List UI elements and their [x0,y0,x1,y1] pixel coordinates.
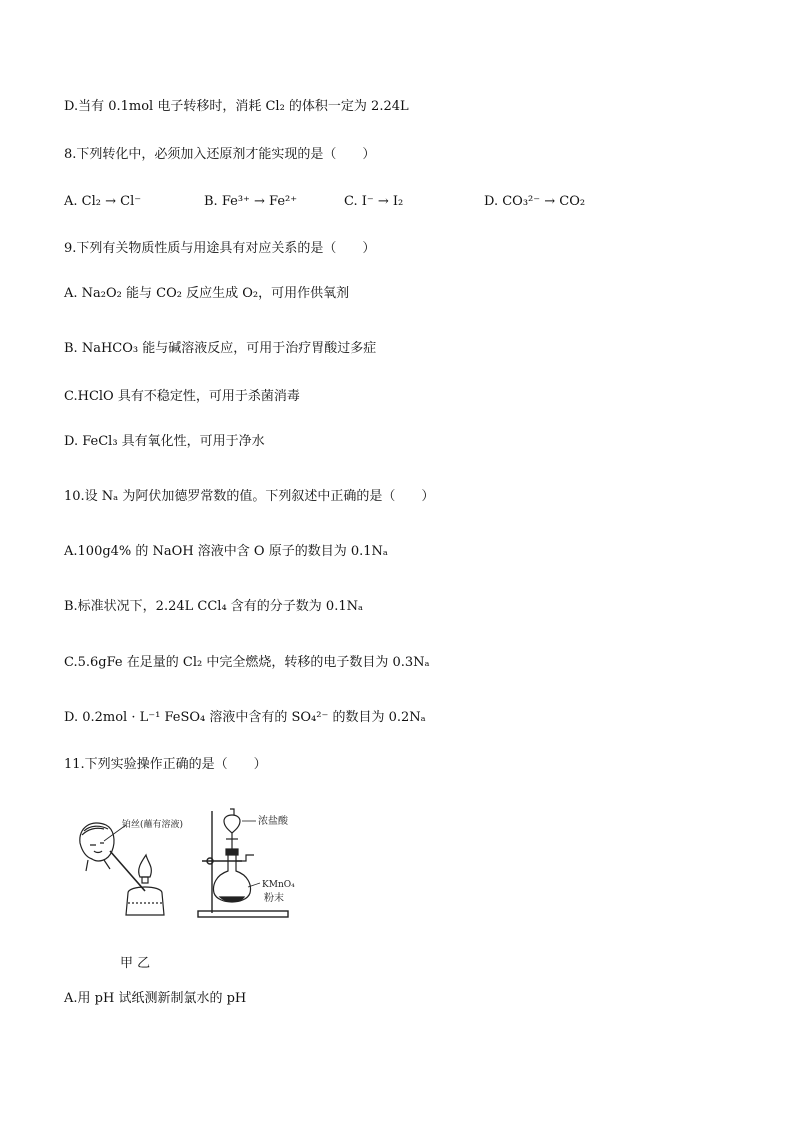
experiment-figure [70,805,310,920]
q10-option-c: C.5.6gFe 在足量的 Cl₂ 中完全燃烧，转移的电子数目为 0.3Nₐ [64,655,430,670]
q8-option-c: C. I⁻ → I₂ [344,194,404,209]
q10-option-d: D. 0.2mol · L⁻¹ FeSO₄ 溶液中含有的 SO₄²⁻ 的数目为 0.2Nₐ [64,710,426,725]
question-8: 8.下列转化中，必须加入还原剂才能实现的是（ ） [64,147,376,162]
person-illustration [80,823,114,871]
round-bottom-flask-icon [214,855,254,902]
q9-option-a: A. Na₂O₂ 能与 CO₂ 反应生成 O₂，可用作供氧剂 [64,286,350,301]
figure-caption: 甲 乙 [120,956,151,971]
q10-option-b: B.标准状况下，2.24L CCl₄ 含有的分子数为 0.1Nₐ [64,599,363,614]
label-platinum-wire: 铂丝(蘸有溶液) [122,820,184,830]
q8-option-d: D. CO₃²⁻ → CO₂ [484,194,586,209]
q11-option-a: A.用 pH 试纸测新制氯水的 pH [64,991,247,1006]
q8-option-b: B. Fe³⁺ → Fe²⁺ [204,194,298,209]
platinum-wire [110,851,145,891]
question-11: 11.下列实验操作正确的是（ ） [64,757,267,772]
dropping-funnel-icon [224,809,240,855]
label-kmno4: KMnO₄ [262,880,295,890]
q8-option-a: A. Cl₂ → Cl⁻ [64,194,142,209]
alcohol-lamp-icon [126,855,164,915]
question-10: 10.设 Nₐ 为阿伏加德罗常数的值。下列叙述中正确的是（ ） [64,489,435,504]
q9-option-b: B. NaHCO₃ 能与碱溶液反应，可用于治疗胃酸过多症 [64,341,377,356]
option-d-previous: D.当有 0.1mol 电子转移时，消耗 Cl₂ 的体积一定为 2.24L [64,99,409,114]
label-concentrated-hcl: 浓盐酸 [258,816,288,827]
q9-option-c: C.HClO 具有不稳定性，可用于杀菌消毒 [64,389,300,404]
q9-option-d: D. FeCl₃ 具有氧化性，可用于净水 [64,434,265,449]
question-9: 9.下列有关物质性质与用途具有对应关系的是（ ） [64,241,376,256]
label-powder: 粉末 [264,893,284,904]
q10-option-a: A.100g4% 的 NaOH 溶液中含 O 原子的数目为 0.1Nₐ [64,544,388,559]
